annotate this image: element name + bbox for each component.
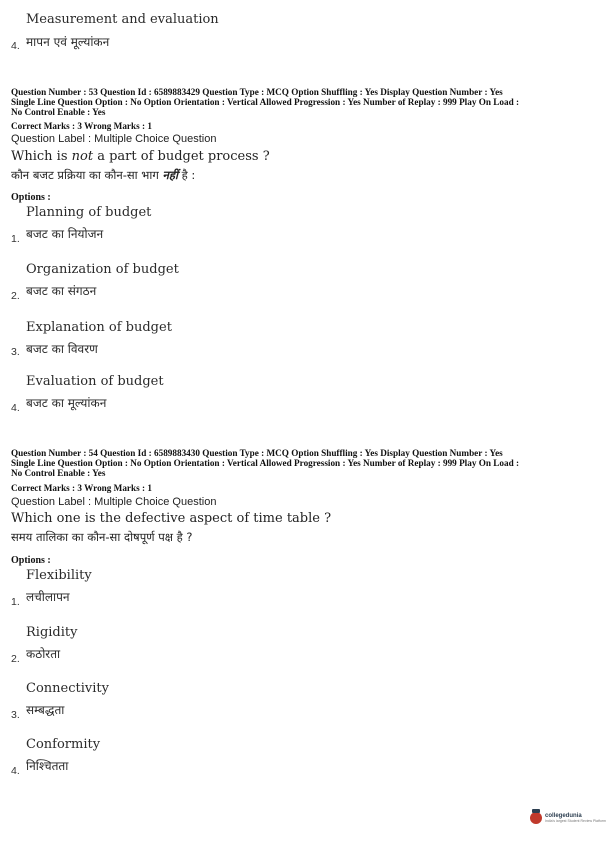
q54-question-text-hi: समय तालिका का कौन-सा दोषपूर्ण पक्ष है ? bbox=[11, 530, 193, 544]
q53-option-1-hi: बजट का नियोजन bbox=[26, 227, 104, 241]
q53-question-en-pre: Which is bbox=[11, 149, 72, 164]
q54-option-2-en: Rigidity bbox=[26, 625, 78, 640]
q53-question-hi-post: है : bbox=[177, 168, 196, 182]
q53-option-2-en: Organization of budget bbox=[26, 262, 179, 277]
q53-option-2-hi: बजट का संगठन bbox=[26, 284, 97, 298]
q54-option-4-hi: निश्चितता bbox=[26, 759, 69, 773]
q54-option-2-number: 2. bbox=[11, 653, 20, 665]
logo-tagline: India's largest Student Review Platform bbox=[545, 819, 606, 823]
q53-marks: Correct Marks : 3 Wrong Marks : 1 bbox=[11, 121, 152, 131]
q54-options-heading: Options : bbox=[11, 555, 51, 566]
q53-option-1-en: Planning of budget bbox=[26, 205, 152, 220]
q54-option-4-number: 4. bbox=[11, 765, 20, 777]
prev-option-4-text: Measurement and evaluation bbox=[26, 12, 219, 27]
q54-option-3-en: Connectivity bbox=[26, 681, 109, 696]
q53-question-hi-pre: कौन बजट प्रक्रिया का कौन-सा भाग bbox=[11, 168, 163, 182]
q54-option-1-hi: लचीलापन bbox=[26, 590, 70, 604]
q53-question-text-en bbox=[11, 149, 270, 164]
q53-question-text-hi bbox=[11, 168, 195, 183]
graduation-cap-icon bbox=[530, 812, 542, 824]
q54-option-4-en: Conformity bbox=[26, 737, 101, 752]
q53-options-heading: Options : bbox=[11, 192, 51, 203]
q53-question-hi-emphasis: नहीं bbox=[162, 168, 178, 182]
q53-option-3-hi: बजट का विवरण bbox=[26, 342, 98, 356]
q53-option-3-en: Explanation of budget bbox=[26, 320, 172, 335]
q53-option-1-number: 1. bbox=[11, 233, 20, 245]
q54-option-1-en: Flexibility bbox=[26, 568, 92, 583]
q54-question-text-en: Which one is the defective aspect of time table ? bbox=[11, 511, 332, 526]
q54-meta-line-1: Question Number : 54 Question Id : 6589883430 Question Type : MCQ Option Shuffling : Yes Display Question Number : Yes bbox=[11, 448, 503, 458]
q54-option-3-hi: सम्बद्धता bbox=[26, 703, 65, 717]
prev-option-4-hindi: मापन एवं मूल्यांकन bbox=[26, 35, 110, 49]
q53-option-4-hi: बजट का मूल्यांकन bbox=[26, 396, 107, 410]
q53-option-4-number: 4. bbox=[11, 402, 20, 414]
q54-option-2-hi: कठोरता bbox=[26, 647, 61, 661]
logo-name: collegedunia bbox=[545, 813, 582, 819]
prev-option-4-number: 4. bbox=[11, 40, 20, 52]
q53-option-3-number: 3. bbox=[11, 346, 20, 358]
q54-meta-line-3: No Control Enable : Yes bbox=[11, 468, 106, 478]
q54-marks: Correct Marks : 3 Wrong Marks : 1 bbox=[11, 483, 152, 493]
q54-option-3-number: 3. bbox=[11, 709, 20, 721]
q54-question-label: Question Label : Multiple Choice Question bbox=[11, 496, 217, 508]
q53-option-2-number: 2. bbox=[11, 290, 20, 302]
q53-option-4-en: Evaluation of budget bbox=[26, 374, 164, 389]
q54-meta-line-2: Single Line Question Option : No Option Orientation : Vertical Allowed Progression : Yes Number of Replay : 999 Play On Load : bbox=[11, 458, 520, 468]
q53-question-en-post: a part of budget process ? bbox=[93, 149, 270, 164]
q54-option-1-number: 1. bbox=[11, 596, 20, 608]
q53-meta-line-1: Question Number : 53 Question Id : 6589883429 Question Type : MCQ Option Shuffling : Yes Display Question Number : Yes bbox=[11, 87, 503, 97]
q53-question-label: Question Label : Multiple Choice Question bbox=[11, 133, 217, 145]
q53-meta-line-2: Single Line Question Option : No Option Orientation : Vertical Allowed Progression : Yes Number of Replay : 999 Play On Load : bbox=[11, 97, 520, 107]
q53-question-en-emphasis: not bbox=[71, 149, 94, 164]
collegedunia-logo bbox=[530, 812, 606, 824]
q53-meta-line-3: No Control Enable : Yes bbox=[11, 107, 106, 117]
